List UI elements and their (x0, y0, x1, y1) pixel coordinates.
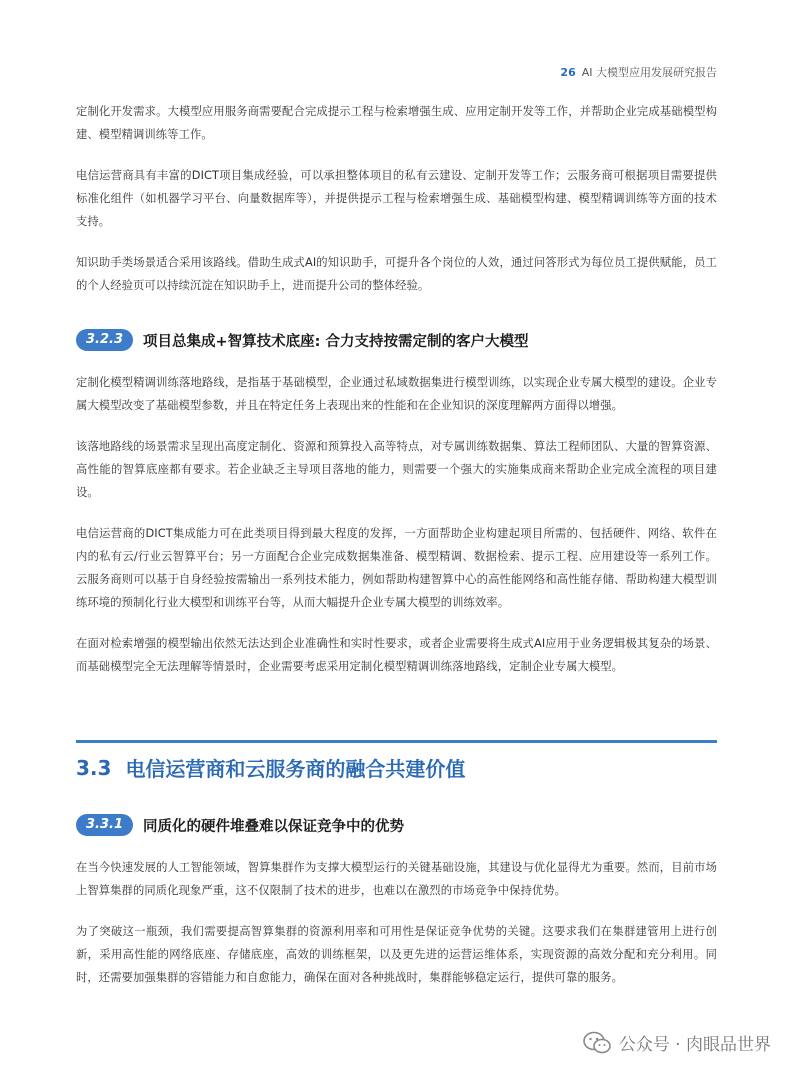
paragraph: 知识助手类场景适合采用该路线。借助生成式AI的知识助手，可提升各个岗位的人效，通过问答形式为每位员工提供赋能，员工的个人经验页可以持续沉淀在知识助手上，进而提升公司的整体经验。 (76, 256, 717, 292)
subsection-heading-3-2-3 (76, 329, 717, 351)
page-content (76, 100, 717, 1007)
watermark (583, 1030, 771, 1055)
paragraph: 电信运营商的DICT集成能力可在此类项目得到最大程度的发挥，一方面帮助企业构建起项目所需的、包括硬件、网络、软件在内的私有云/行业云智算平台；另一方面配合企业完成数据集准备、模型精调、数据检索、提示工程、应用建设等一系列工作。云服务商则可以基于自身经验按需输出一系列技术能力，例如帮助构建智算中心的高性能网络和高性能存储、帮助构建大模型训练环境的预制化行业大模型和训练平台等，从而大幅提升企业专属大模型的训练效率。 (76, 527, 717, 609)
paragraph: 为了突破这一瓶颈，我们需要提高智算集群的资源利用率和可用性是保证竞争优势的关键。这要求我们在集群建管用上进行创新，采用高性能的网络底座、存储底座，高效的训练框架，以及更先进的运营运维体系，实现资源的高效分配和充分利用。同时，还需要加强集群的容错能力和自愈能力，确保在面对各种挑战时，集群能够稳定运行，提供可靠的服务。 (76, 925, 717, 984)
wechat-icon (583, 1031, 611, 1055)
subsection-number-badge: 3.2.3 (76, 329, 133, 351)
subsection-number-badge: 3.3.1 (76, 814, 133, 836)
section-number: 3.3 (76, 755, 112, 780)
paragraph: 电信运营商具有丰富的DICT项目集成经验，可以承担整体项目的私有云建设、定制开发等工作；云服务商可根据项目需要提供标准化组件（如机器学习平台、向量数据库等），并提供提示工程与检索增强生成、基础模型构建、模型精调训练等方面的技术支持。 (76, 169, 717, 228)
page-number: 26 (560, 66, 576, 79)
section-heading-3-3 (76, 740, 717, 782)
section-title: 电信运营商和云服务商的融合共建价值 (125, 757, 466, 781)
subsection-title: 同质化的硬件堆叠难以保证竞争中的优势 (143, 818, 405, 835)
paragraph: 定制化开发需求。大模型应用服务商需要配合完成提示工程与检索增强生成、应用定制开发等工作，并帮助企业完成基础模型构建、模型精调训练等工作。 (76, 105, 717, 141)
report-title: AI 大模型应用发展研究报告 (581, 66, 717, 79)
paragraph: 在当今快速发展的人工智能领域，智算集群作为支撑大模型运行的关键基础设施，其建设与优化显得尤为重要。然而，目前市场上智算集群的同质化现象严重，这不仅限制了技术的进步，也难以在激烈的市场竞争中保持优势。 (76, 861, 717, 897)
subsection-title: 项目总集成+智算技术底座: 合力支持按需定制的客户大模型 (143, 333, 529, 350)
paragraph: 该落地路线的场景需求呈现出高度定制化、资源和预算投入高等特点，对专属训练数据集、算法工程师团队、大量的智算资源、高性能的智算底座都有要求。若企业缺乏主导项目落地的能力，则需要一个强大的实施集成商来帮助企业完成全流程的项目建设。 (76, 440, 717, 499)
subsection-heading-3-3-1 (76, 814, 717, 836)
watermark-text: 公众号 · 肉眼品世界 (618, 1035, 771, 1055)
paragraph: 在面对检索增强的模型输出依然无法达到企业准确性和实时性要求，或者企业需要将生成式AI应用于业务逻辑极其复杂的场景、而基础模型完全无法理解等情景时，企业需要考虑采用定制化模型精调训练落地路线，定制企业专属大模型。 (76, 637, 717, 673)
paragraph: 定制化模型精调训练落地路线，是指基于基础模型，企业通过私域数据集进行模型训练，以实现企业专属大模型的建设。企业专属大模型改变了基础模型参数，并且在特定任务上表现出来的性能和在企业知识的深度理解两方面得以增强。 (76, 376, 717, 412)
page-header (560, 64, 717, 80)
